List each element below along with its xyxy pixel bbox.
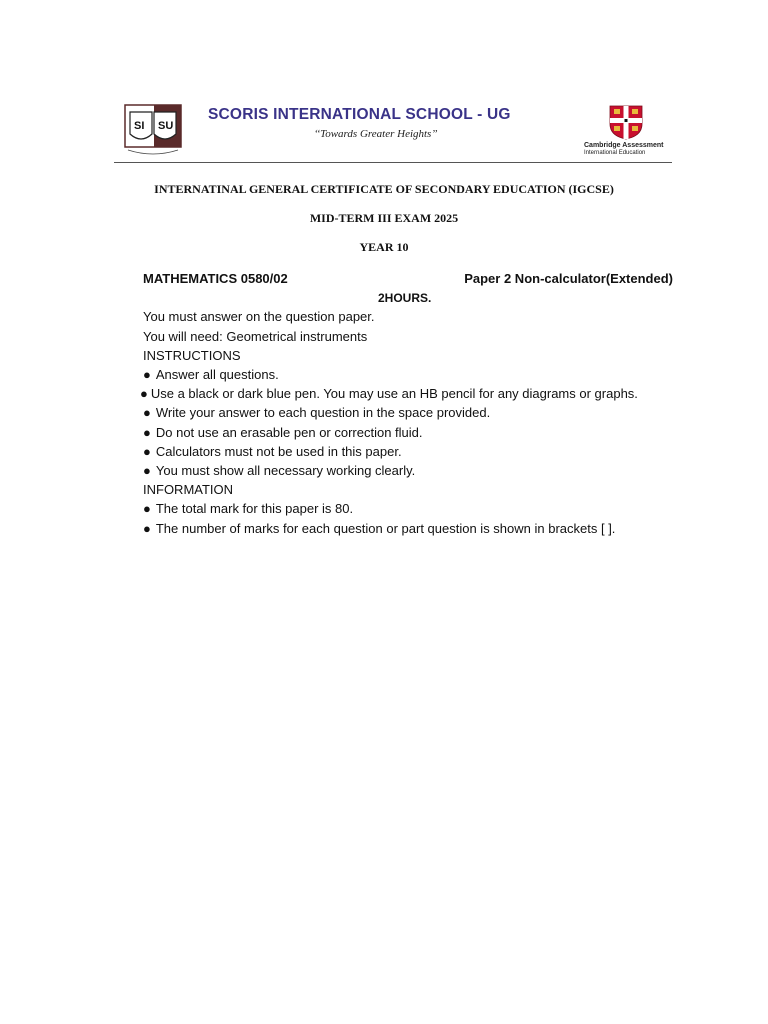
instruction-item <box>143 425 423 440</box>
school-crest-logo <box>124 104 182 156</box>
school-name: SCORIS INTERNATIONAL SCHOOL - UG <box>208 106 511 123</box>
instruction-text: You must show all necessary working clearly. <box>155 463 416 478</box>
exam-duration: 2HOURS. <box>378 291 432 305</box>
bullet-icon: ● <box>143 367 151 382</box>
subject-row <box>143 271 673 289</box>
logo-letters-right: SU <box>158 120 174 132</box>
cambridge-shield-icon <box>608 104 644 140</box>
instruction-item <box>143 463 415 478</box>
instruction-text: Write your answer to each question in the space provided. <box>155 405 491 420</box>
school-motto: ‘‘Towards Greater Heights’’ <box>314 128 438 140</box>
information-text: The number of marks for each question or part question is shown in brackets [ ]. <box>155 521 616 536</box>
header-divider <box>114 162 672 163</box>
instruction-item <box>143 444 402 459</box>
instruction-text: Answer all questions. <box>155 367 279 382</box>
instructions-heading: INSTRUCTIONS <box>143 348 241 363</box>
logo-letters-left: SI <box>134 120 145 132</box>
bullet-icon: ● <box>143 425 151 440</box>
school-header <box>114 100 672 162</box>
answer-on-paper-note: You must answer on the question paper. <box>143 309 375 324</box>
you-will-need-note: You will need: Geometrical instruments <box>143 329 368 344</box>
instruction-text: Calculators must not be used in this paper. <box>155 444 402 459</box>
year-title: YEAR 10 <box>359 240 409 254</box>
exam-title: MID-TERM III EXAM 2025 <box>309 211 459 225</box>
instruction-text: Do not use an erasable pen or correction fluid. <box>155 425 423 440</box>
cambridge-line-1: Cambridge Assessment <box>584 142 664 149</box>
instruction-text: Use a black or dark blue pen. You may use an HB pencil for any diagrams or graphs. <box>150 386 638 401</box>
bullet-icon: ● <box>143 501 151 516</box>
instruction-item <box>143 405 490 420</box>
instruction-item <box>140 386 638 401</box>
cambridge-logo <box>578 104 674 160</box>
information-item <box>143 521 615 536</box>
bullet-icon: ● <box>143 405 151 420</box>
information-text: The total mark for this paper is 80. <box>155 501 354 516</box>
information-item <box>143 501 353 516</box>
paper-description: Paper 2 Non-calculator(Extended) <box>464 271 673 286</box>
certificate-title: INTERNATINAL GENERAL CERTIFICATE OF SECONDARY EDUCATION (IGCSE) <box>154 182 614 196</box>
subject-code: MATHEMATICS 0580/02 <box>143 271 288 286</box>
cambridge-line-2: International Education <box>584 150 646 156</box>
bullet-icon: ● <box>143 521 151 536</box>
instruction-item <box>143 367 279 382</box>
bullet-icon: ● <box>143 444 151 459</box>
information-heading: INFORMATION <box>143 482 234 497</box>
bullet-icon: ● <box>143 463 151 478</box>
bullet-icon: ● <box>140 386 148 401</box>
